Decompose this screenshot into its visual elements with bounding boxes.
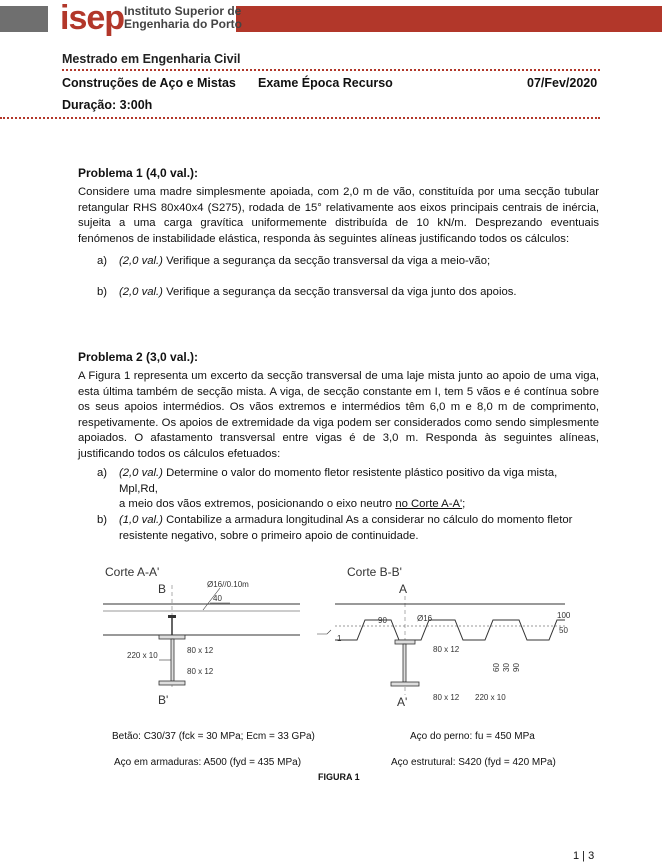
dim-90-vertical: 90	[512, 663, 521, 672]
stud-head	[168, 615, 176, 618]
dim-100: 100	[557, 611, 571, 620]
beam-web	[403, 644, 406, 682]
program-name: Mestrado em Engenharia Civil	[62, 52, 241, 66]
header-banner-grey	[0, 6, 48, 32]
dim-220x10-right: 220 x 10	[475, 693, 506, 702]
page-number: 1 | 3	[573, 850, 595, 862]
problem1-title: Problema 1 (4,0 val.):	[78, 166, 199, 180]
section-label-a: A	[399, 582, 408, 596]
rebar-spacing-label: Ø16//0.10m	[207, 580, 249, 589]
beam-bottom-flange	[159, 681, 185, 685]
problem2-item-a: (2,0 val.) Determine o valor do momento fletor resistente plástico positivo da viga mista, Mpl,Rd, a meio dos vãos extremos, posicionando o eixo neutro no Corte A-A';	[119, 467, 558, 510]
figure-caption: FIGURA 1	[318, 772, 360, 782]
dim-80x12-top: 80 x 12	[187, 646, 214, 655]
divider	[0, 117, 600, 119]
structural-steel-properties: Aço estrutural: S420 (fyd = 420 MPa)	[391, 757, 556, 768]
problem2-statement: A Figura 1 representa um excerto da secção transversal de uma laje mista junto ao apoio de uma viga, esta última também de secção mista. A viga, de secção constante em I, tem 5 vãos e é contínua sobre os seus apoios intermédios. Os vãos extremos e intermédios têm 6,0 m e 8,0 m de comprimento, respetivamente. Os apoios de extremidade da viga podem ser considerados como sendo simplesmente apoiados. O afastamento transversal entre vigas é de 3,0 m. Responda às seguintes alíneas, justificando todos os cálculos efetuados:	[78, 370, 599, 460]
problem1-statement: Considere uma madre simplesmente apoiada, com 2,0 m de vão, constituída por uma secção tubular retangular RHS 80x40x4 (S275), rodada de 15° relativamente aos eixos principais centrais de inércia, sujeita a uma carga gravítica uniformemente distribuída de 10 kN/m. Desprezando eventuais fenómenos de instabilidade elástica, responda às seguintes alíneas justificando todos os cálculos:	[78, 186, 599, 245]
leader	[317, 630, 331, 634]
dim-40: 40	[213, 594, 222, 603]
divider	[62, 69, 600, 71]
beam-bottom-flange	[391, 682, 419, 686]
rebar-properties: Aço em armaduras: A500 (fyd = 435 MPa)	[114, 757, 302, 768]
section-label-b: B	[158, 582, 167, 596]
dim-90: 90	[378, 616, 387, 625]
dim-80x12-right-top: 80 x 12	[433, 645, 460, 654]
dim-phi16: Ø16	[417, 614, 433, 623]
beam-top-flange	[159, 635, 185, 639]
dim-220x10-left: 220 x 10	[127, 651, 158, 660]
dim-1: 1	[337, 634, 342, 643]
figure1-drawing	[95, 560, 585, 720]
beam-top-flange	[395, 640, 415, 644]
institution-name-line1: Instituto Superior de	[124, 4, 242, 18]
institution-name-line2: Engenharia do Porto	[124, 17, 243, 31]
section-label-a-prime: A'	[397, 695, 408, 709]
dim-80x12-bottom: 80 x 12	[187, 667, 214, 676]
steel-deck	[335, 620, 565, 640]
problem1-item-a: (2,0 val.) Verifique a segurança da secção transversal da viga a meio-vão;	[119, 255, 491, 267]
exam-date: 07/Fev/2020	[527, 76, 598, 90]
problem2-item-a-label: a)	[97, 467, 108, 479]
dim-30: 30	[502, 663, 511, 672]
course-name: Construções de Aço e Mistas	[62, 76, 236, 90]
beam-web	[171, 639, 174, 681]
left-section-title: Corte A-A'	[105, 565, 160, 579]
exam-duration: Duração: 3:00h	[62, 98, 153, 112]
section-label-b-prime: B'	[158, 693, 169, 707]
problem2-item-b: (1,0 val.) Contabilize a armadura longitudinal As a considerar no cálculo do momento fletor resistente negativo, sobre o primeiro apoio de continuidade.	[119, 514, 573, 542]
stud-properties: Aço do perno: fu = 450 MPa	[410, 731, 535, 742]
problem2-item-b-label: b)	[97, 514, 108, 526]
concrete-properties: Betão: C30/37 (fck = 30 MPa; Ecm = 33 GPa)	[112, 731, 315, 742]
problem1-item-b-label: b)	[97, 286, 108, 298]
problem1-item-b: (2,0 val.) Verifique a segurança da secção transversal da viga junto dos apoios.	[119, 286, 517, 298]
exam-name: Exame Época Recurso	[258, 76, 393, 90]
problem2-title: Problema 2 (3,0 val.):	[78, 350, 199, 364]
header-banner-red	[236, 6, 662, 32]
dim-60: 60	[492, 663, 501, 672]
isep-logo: isep	[60, 0, 125, 37]
problem1-item-a-label: a)	[97, 255, 108, 267]
dim-80x12-right-bottom: 80 x 12	[433, 693, 460, 702]
right-section-title: Corte B-B'	[347, 565, 402, 579]
dim-50: 50	[559, 626, 568, 635]
